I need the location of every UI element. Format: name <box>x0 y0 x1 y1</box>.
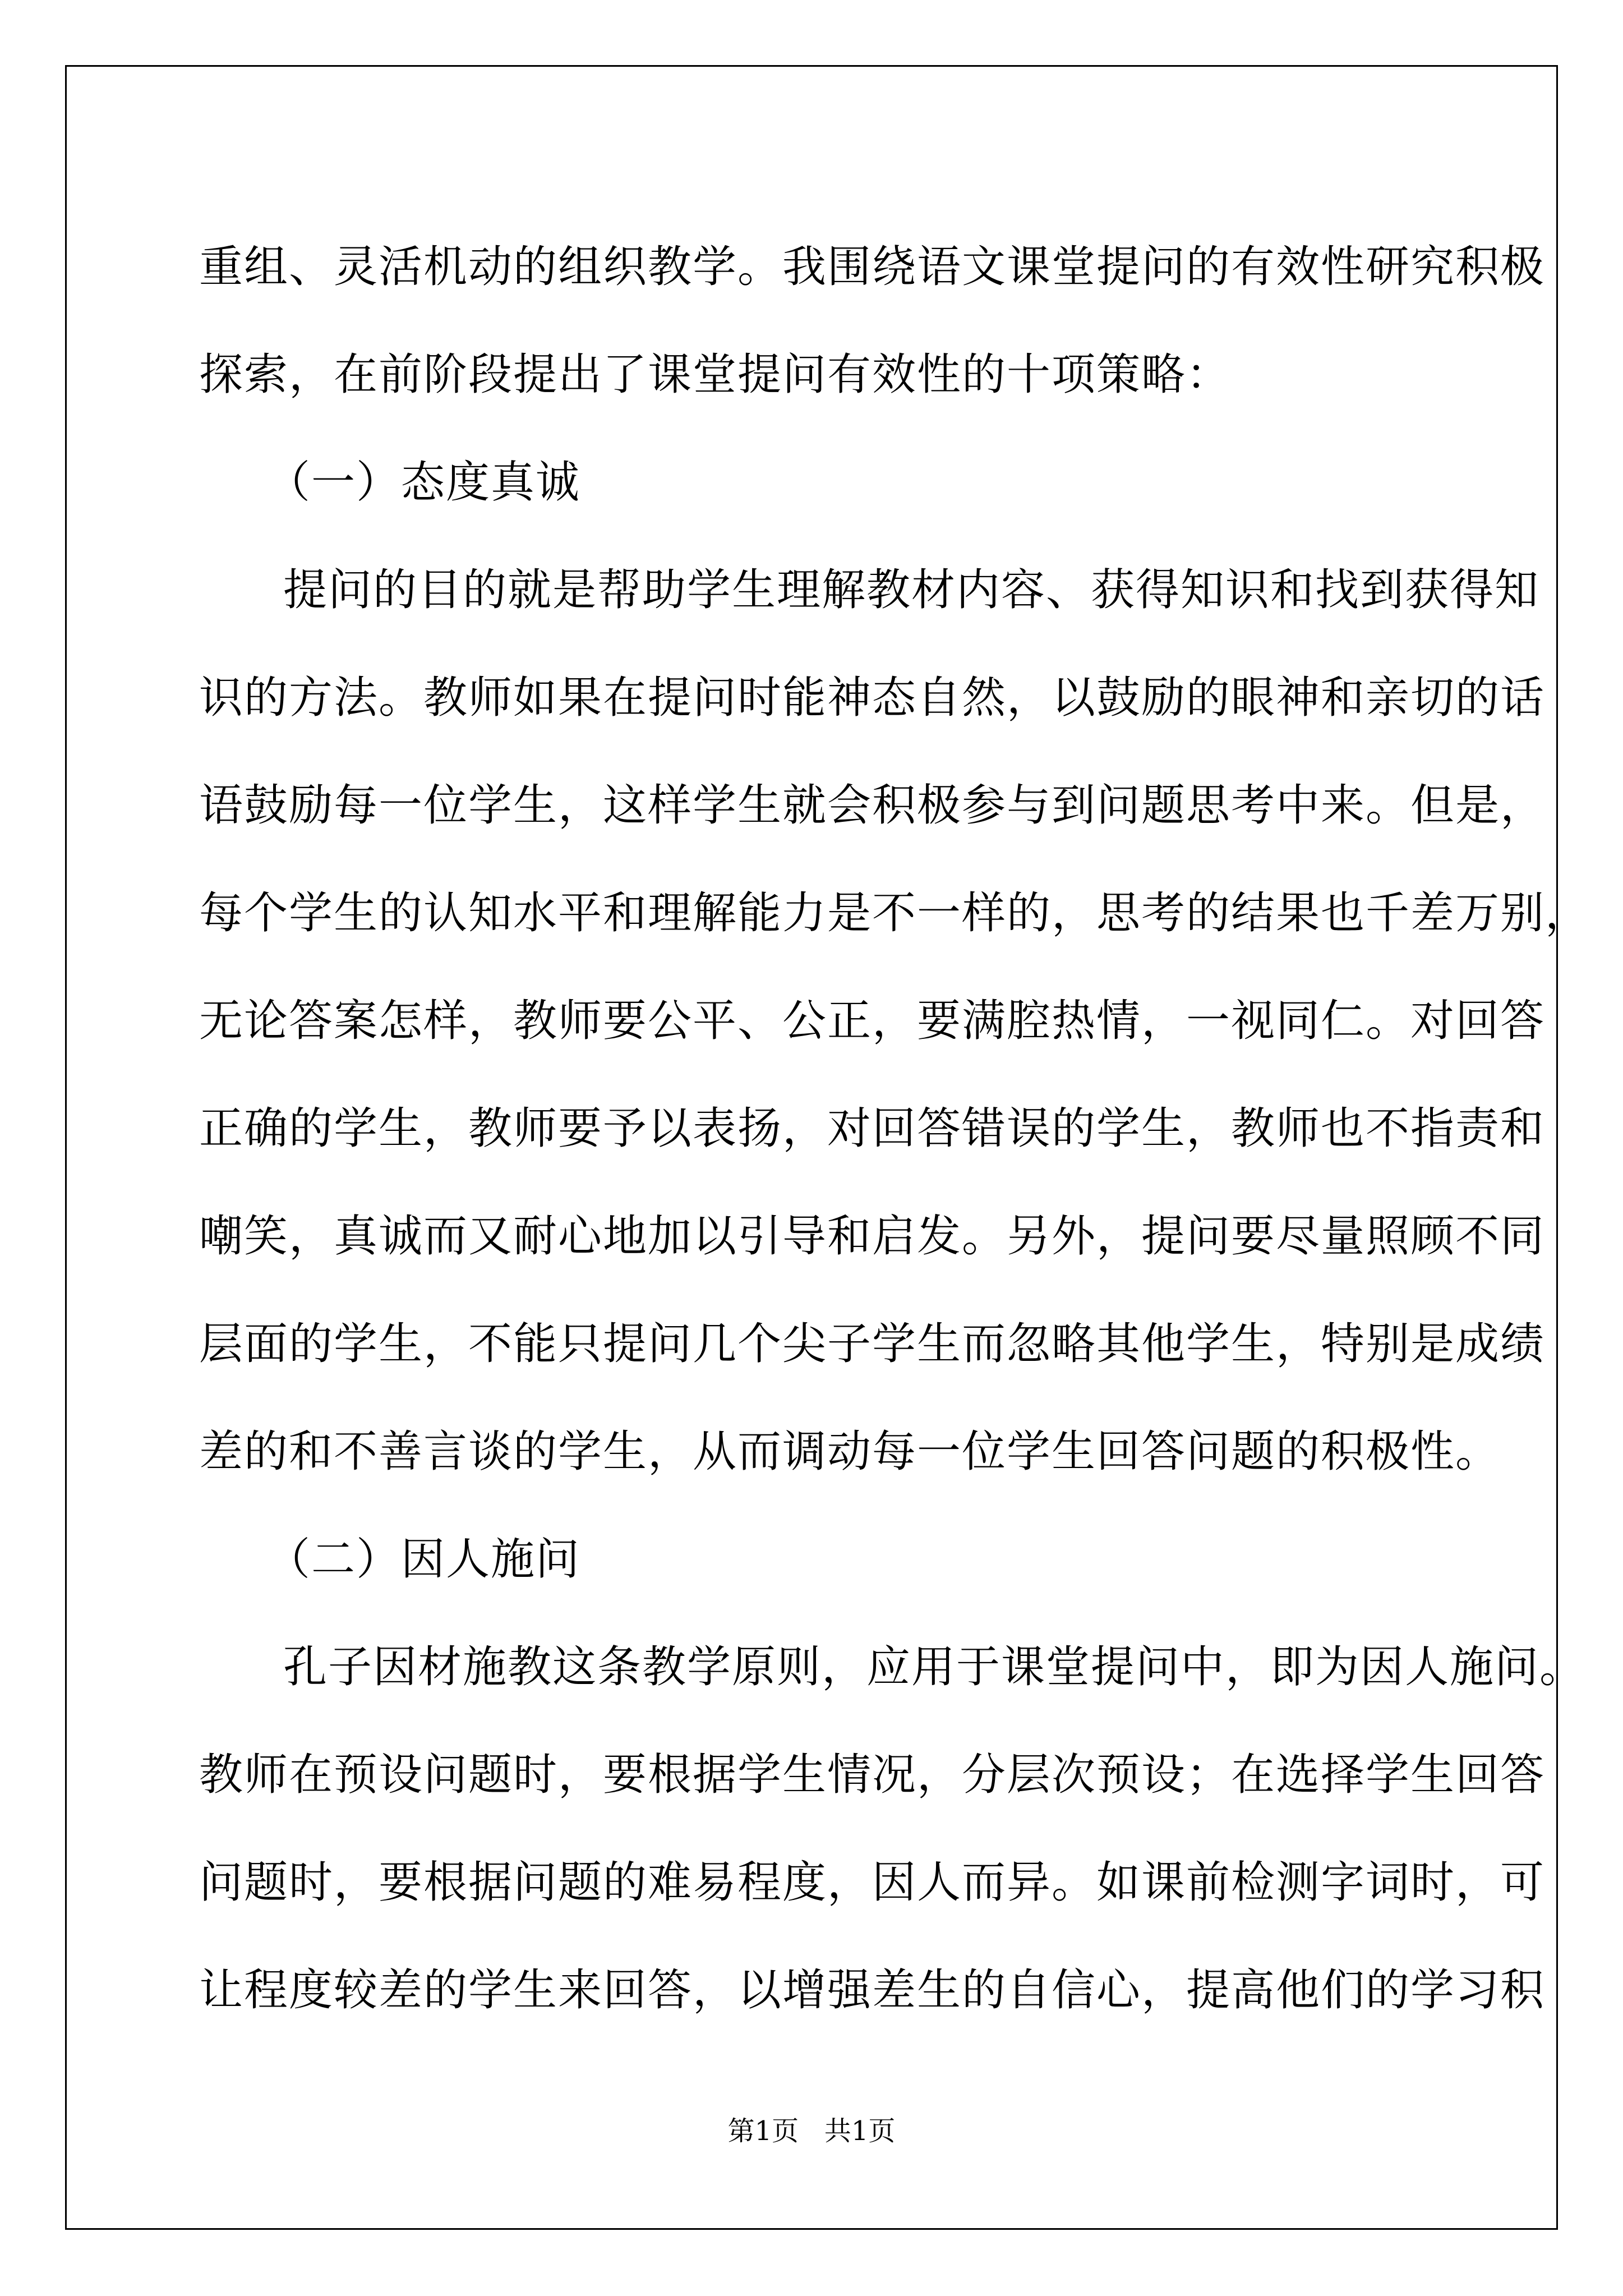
text-line-2: 探索，在前阶段提出了课堂提问有效性的十项策略： <box>199 349 1232 400</box>
text-line-7: 每个学生的认知水平和理解能力是不一样的，思考的结果也千差万别， <box>199 888 1590 938</box>
text-line-9: 正确的学生，教师要予以表扬，对回答错误的学生，教师也不指责和 <box>199 1103 1546 1154</box>
paragraph-start-2: 孔子因材施教这条教学原则，应用于课堂提问中，即为因人施问。 <box>283 1642 1585 1692</box>
text-line-8: 无论答案怎样，教师要公平、公正，要满腔热情，一视同仁。对回答 <box>199 996 1546 1046</box>
text-line-6: 语鼓励每一位学生，这样学生就会积极参与到问题思考中来。但是， <box>199 780 1546 831</box>
text-line-12: 差的和不善言谈的学生，从而调动每一位学生回答问题的积极性。 <box>199 1427 1501 1477</box>
section-heading-1: （一）态度真诚 <box>266 457 581 508</box>
page-number-footer: 第1页 共1页 <box>727 2115 896 2147</box>
paragraph-start-1: 提问的目的就是帮助学生理解教材内容、获得知识和找到获得知 <box>283 565 1540 615</box>
text-line-11: 层面的学生，不能只提问几个尖子学生而忽略其他学生，特别是成绩 <box>199 1319 1546 1369</box>
text-line-16: 问题时，要根据问题的难易程度，因人而异。如课前检测字词时，可 <box>199 1857 1546 1908</box>
text-line-15: 教师在预设问题时，要根据学生情况，分层次预设；在选择学生回答 <box>199 1750 1546 1800</box>
text-line-10: 嘲笑，真诚而又耐心地加以引导和启发。另外，提问要尽量照顾不同 <box>199 1211 1546 1262</box>
section-heading-2: （二）因人施问 <box>266 1534 581 1585</box>
document-body <box>199 213 1590 2044</box>
text-line-17: 让程度较差的学生来回答，以增强差生的自信心，提高他们的学习积 <box>199 1965 1546 2016</box>
text-line-1: 重组、灵活机动的组织教学。我围绕语文课堂提问的有效性研究积极 <box>199 242 1546 292</box>
text-line-5: 识的方法。教师如果在提问时能神态自然，以鼓励的眼神和亲切的话 <box>199 673 1546 723</box>
